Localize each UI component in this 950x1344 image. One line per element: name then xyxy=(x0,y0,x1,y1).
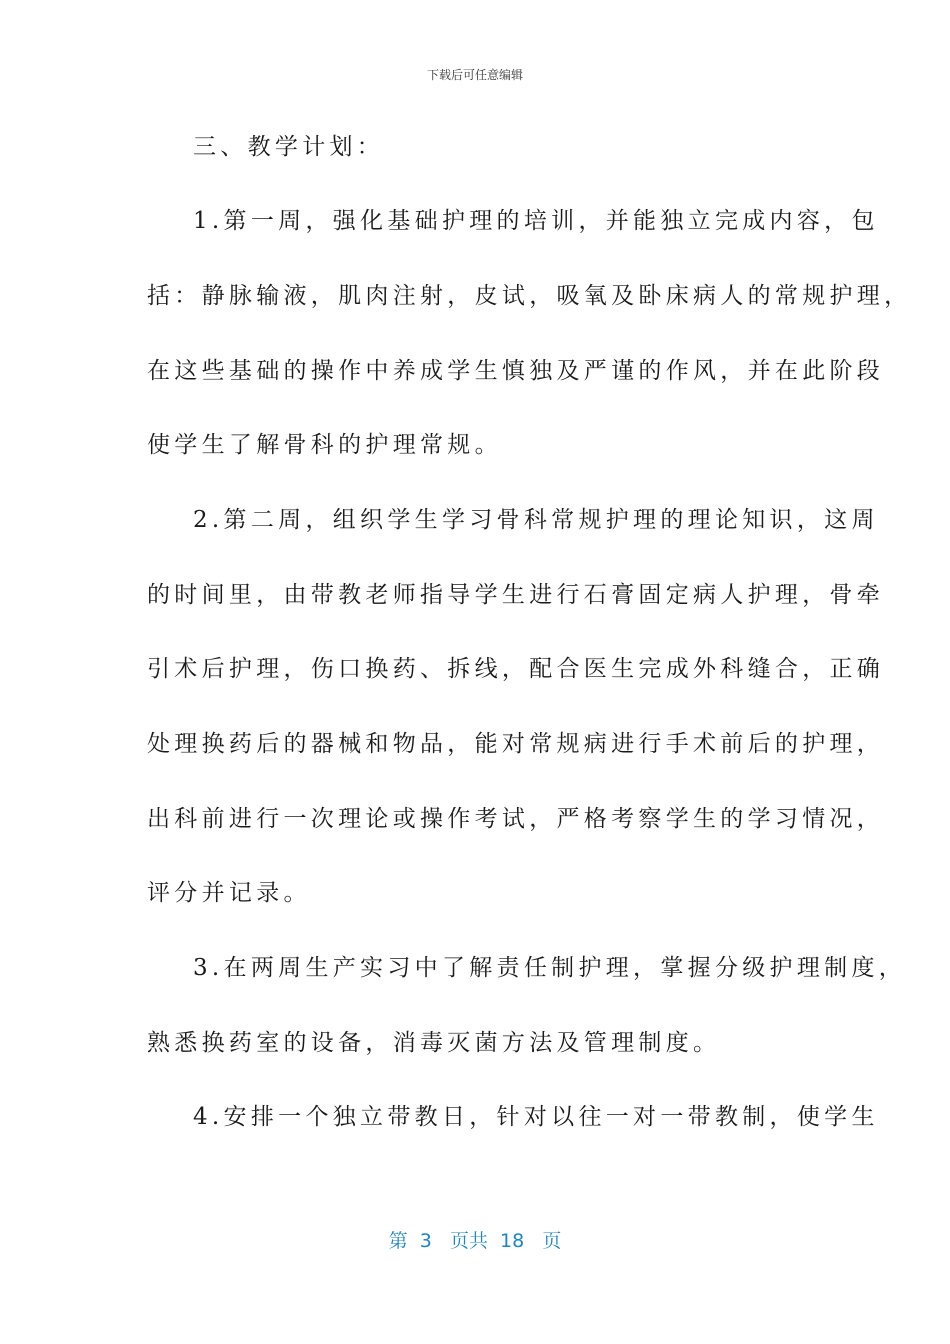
header-note: 下载后可任意编辑 xyxy=(426,68,523,82)
paragraph-line: 括：静脉输液，肌肉注射，皮试，吸氧及卧床病人的常规护理， xyxy=(147,283,912,309)
paragraph-line: 在这些基础的操作中养成学生慎独及严谨的作风，并在此阶段 xyxy=(147,358,885,384)
paragraph-line: 引术后护理，伤口换药、拆线，配合医生完成外科缝合，正确 xyxy=(147,656,885,682)
paragraph-line: 3.在两周生产实习中了解责任制护理，掌握分级护理制度， xyxy=(193,955,907,981)
paragraph-line: 评分并记录。 xyxy=(147,880,311,906)
section-heading: 三、教学计划： xyxy=(193,134,385,160)
paragraph-line: 4.安排一个独立带教日，针对以往一对一带教制，使学生 xyxy=(193,1104,879,1130)
paragraph-line: 1.第一周，强化基础护理的培训，并能独立完成内容，包 xyxy=(193,208,879,234)
paragraph-line: 2.第二周，组织学生学习骨科常规护理的理论知识，这周 xyxy=(193,507,879,533)
paragraph-line: 熟悉换药室的设备，消毒灭菌方法及管理制度。 xyxy=(147,1030,721,1056)
paragraph-line: 使学生了解骨科的护理常规。 xyxy=(147,432,502,458)
paragraph-line: 处理换药后的器械和物品，能对常规病进行手术前后的护理， xyxy=(147,731,885,757)
page-number-footer: 第 3 页共 18 页 xyxy=(388,1230,562,1252)
paragraph-line: 的时间里，由带教老师指导学生进行石膏固定病人护理，骨牵 xyxy=(147,582,885,608)
paragraph-line: 出科前进行一次理论或操作考试，严格考察学生的学习情况， xyxy=(147,806,885,832)
